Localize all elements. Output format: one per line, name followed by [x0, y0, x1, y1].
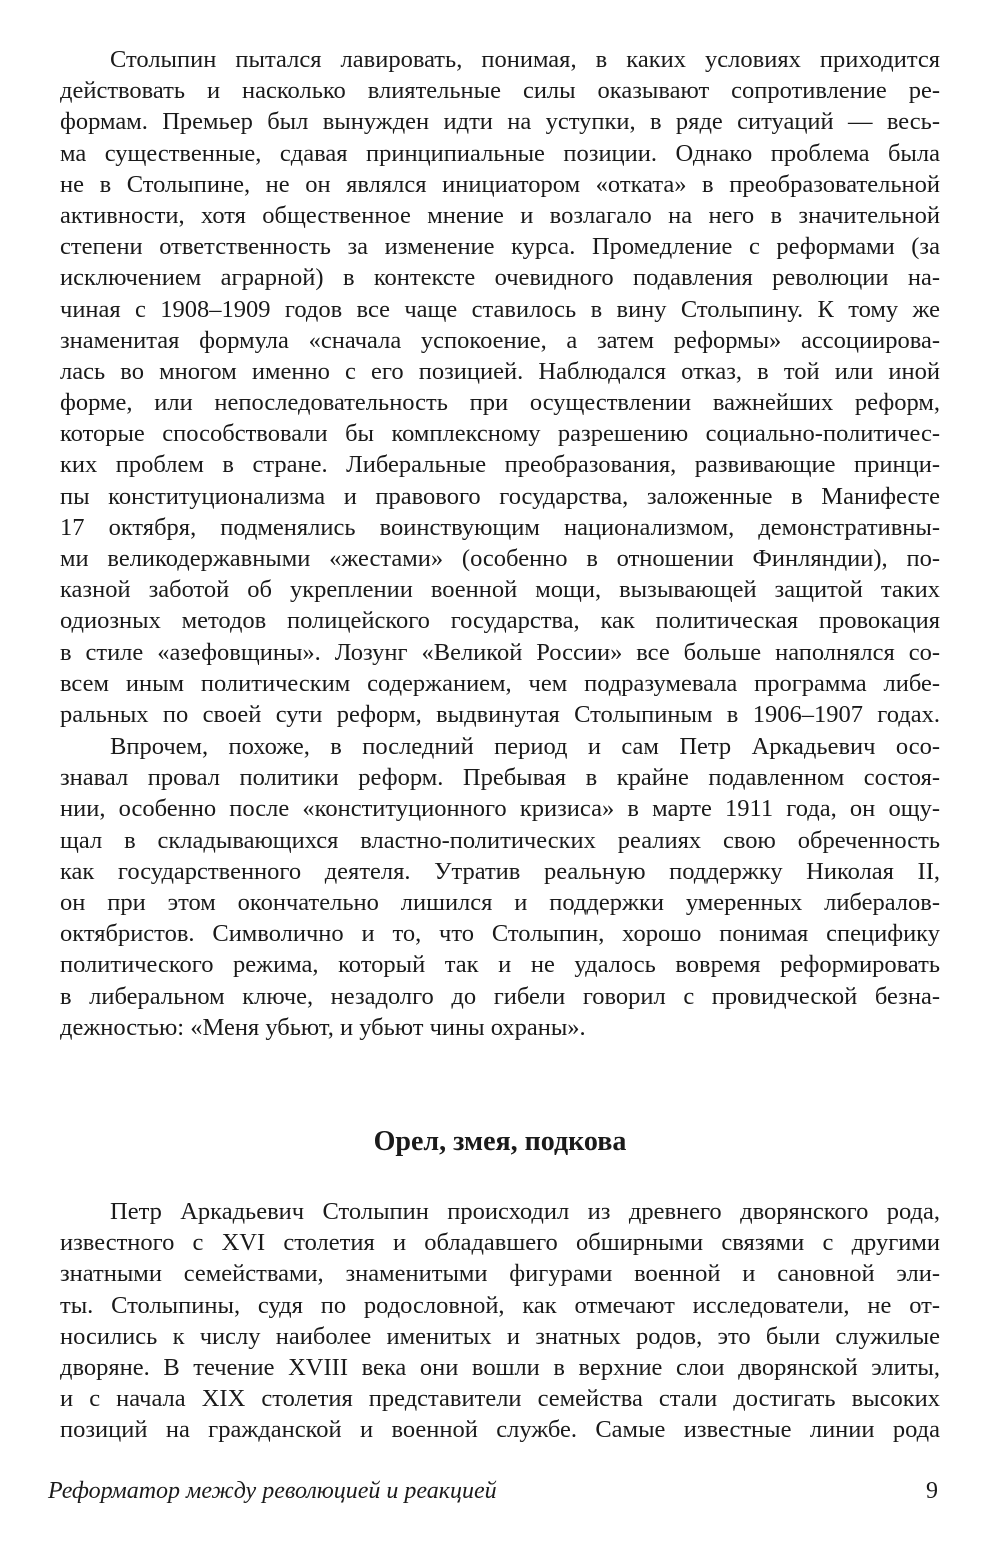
- text-line: ральных по своей сути реформ, выдвинутая Столыпиным в 1906–1907 годах.: [60, 700, 940, 728]
- text-line: октябристов. Символично и то, что Столыпин, хорошо понимая специфику: [60, 920, 940, 948]
- text-line: дворяне. В течение XVIII века они вошли в верхние слои дворянской элиты,: [60, 1353, 940, 1381]
- text-line: Петр Аркадьевич Столыпин происходил из древнего дворянского рода,: [110, 1198, 940, 1225]
- paragraph-1: [60, 44, 940, 730]
- text-line: позиций на гражданской и военной службе. Самые известные линии рода: [60, 1416, 940, 1444]
- text-line: как государственного деятеля. Утратив реальную поддержку Николая II,: [60, 857, 940, 885]
- paragraph-3: [60, 1196, 940, 1446]
- text-line: нии, особенно после «конституционного кризиса» в марте 1911 года, он ощу-: [60, 795, 940, 823]
- text-line: дежностью: «Меня убьют, и убьют чины охраны».: [60, 1013, 586, 1041]
- text-line: и с начала XIX столетия представители семейства стали достигать высоких: [60, 1385, 940, 1413]
- running-footer-title: Реформатор между революцией и реакцией: [48, 1478, 497, 1504]
- text-line: степени ответственность за изменение курса. Промедление с реформами (за: [60, 233, 940, 261]
- paragraph-2: [60, 731, 940, 1043]
- text-line: Столыпин пытался лавировать, понимая, в каких условиях приходится: [110, 46, 940, 73]
- text-line: щал в складывающихся властно-политических реалиях свою обреченность: [60, 826, 940, 854]
- text-line: ми великодержавными «жестами» (особенно в отношении Финляндии), по-: [60, 545, 940, 572]
- text-line: форме, или непоследовательность при осуществлении важнейших реформ,: [60, 389, 940, 417]
- text-line: политического режима, который так и не удалось вовремя реформировать: [60, 951, 940, 979]
- text-line: активности, хотя общественное мнение и возлагало на него в значительной: [60, 201, 940, 229]
- text-line: действовать и насколько влиятельные силы оказывают сопротивление ре-: [60, 77, 940, 105]
- text-line: в либеральном ключе, незадолго до гибели говорил с провидческой безна-: [60, 982, 940, 1010]
- section-heading: Орел, змея, подкова: [373, 1126, 627, 1157]
- text-line: в стиле «азефовщины». Лозунг «Великой России» все больше наполнялся со-: [60, 638, 940, 666]
- text-line: известного с XVI столетия и обладавшего обширными связями с другими: [60, 1229, 940, 1257]
- text-line: чиная с 1908–1909 годов все чаще ставилось в вину Столыпину. К тому же: [60, 295, 940, 323]
- text-line: которые способствовали бы комплексному разрешению социально-политичес-: [60, 420, 940, 448]
- text-line: одиозных методов полицейского государства, как политическая провокация: [60, 607, 940, 635]
- text-line: знавал провал политики реформ. Пребывая в крайне подавленном состоя-: [60, 764, 940, 792]
- text-line: не в Столыпине, не он являлся инициатором «отката» в преобразовательной: [60, 170, 940, 198]
- text-line: 17 октября, подменялись воинствующим национализмом, демонстративны-: [60, 513, 940, 541]
- text-line: ких проблем в стране. Либеральные преобразования, развивающие принци-: [60, 451, 940, 479]
- text-line: ты. Столыпины, судя по родословной, как отмечают исследователи, не от-: [60, 1291, 940, 1319]
- text-line: ма существенные, сдавая принципиальные позиции. Однако проблема была: [60, 139, 940, 167]
- text-line: формам. Премьер был вынужден идти на уступки, в ряде ситуаций — весь-: [60, 108, 940, 136]
- text-line: Впрочем, похоже, в последний период и сам Петр Аркадьевич осо-: [110, 733, 940, 760]
- page-number: 9: [926, 1478, 938, 1504]
- text-line: исключением аграрной) в контексте очевидного подавления революции на-: [60, 264, 940, 292]
- text-line: он при этом окончательно лишился и поддержки умеренных либералов-: [60, 888, 940, 916]
- text-line: носились к числу наиболее именитых и знатных родов, это были служилые: [60, 1322, 940, 1350]
- text-line: казной заботой об укреплении военной мощи, вызывающей защитой таких: [60, 576, 940, 604]
- text-line: знатными семействами, знаменитыми фигурами военной и сановной эли-: [60, 1260, 940, 1288]
- text-line: лась во многом именно с его позицией. Наблюдался отказ, в той или иной: [60, 357, 940, 385]
- text-line: знаменитая формула «сначала успокоение, а затем реформы» ассоциирова-: [60, 326, 940, 354]
- text-line: всем иным политическим содержанием, чем подразумевала программа либе-: [60, 669, 940, 697]
- text-line: пы конституционализма и правового государства, заложенные в Манифесте: [60, 482, 940, 510]
